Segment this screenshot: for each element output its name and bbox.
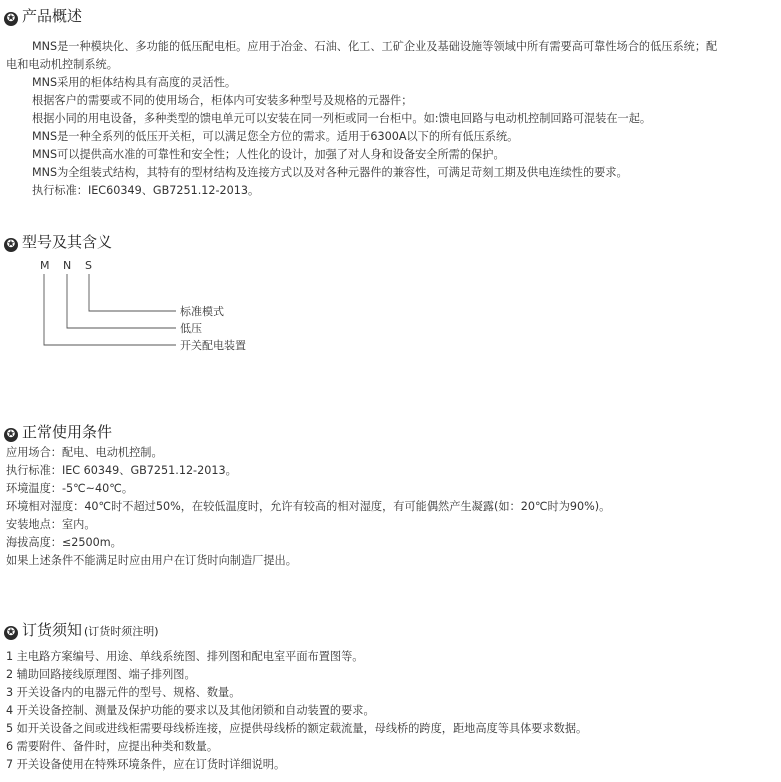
- overview-line: MNS为全组装式结构，其特有的型材结构及连接方式以及对各种元器件的兼容性，可满足苛刻工期及供电连续性的要求。: [32, 166, 628, 179]
- section-title-overview: [4, 6, 82, 26]
- condition-line: 环境相对湿度：40℃时不超过50%，在较低温度时，允许有较高的相对湿度，有可能偶然产生凝露(如：20℃时为90%)。: [6, 500, 611, 513]
- condition-line: 应用场合：配电、电动机控制。: [6, 446, 163, 459]
- section-title-ordering: [4, 620, 159, 642]
- meaning-low-voltage: 低压: [180, 322, 202, 335]
- overview-line: 执行标准：IEC60349、GB7251.12-2013。: [32, 184, 260, 197]
- overview-line: 根据客户的需要或不同的使用场合，柜体内可安装多种型号及规格的元器件；: [32, 94, 413, 107]
- ordering-line: 7 开关设备使用在特殊环境条件，应在订货时详细说明。: [6, 758, 286, 771]
- condition-line: 执行标准：IEC 60349、GB7251.12-2013。: [6, 464, 237, 477]
- model-code-diagram: [0, 250, 300, 370]
- meaning-switchgear: 开关配电装置: [180, 339, 246, 352]
- conditions-title: 正常使用条件: [22, 423, 113, 441]
- ordering-line: 2 辅助回路接线原理图、端子排列图。: [6, 668, 196, 681]
- connector-line-n: [67, 274, 176, 328]
- overview-line: MNS采用的柜体结构具有高度的灵活性。: [32, 76, 237, 89]
- ordering-subtitle: (订货时须注明): [84, 625, 159, 638]
- ordering-line: 4 开关设备控制、测量及保护功能的要求以及其他闭锁和自动装置的要求。: [6, 704, 375, 717]
- section-title-model: [4, 232, 112, 252]
- star-icon: ✪: [4, 626, 18, 640]
- overview-line: MNS可以提供高水准的可靠性和安全性；人性化的设计，加强了对人身和设备安全所需的保护。: [32, 148, 505, 161]
- ordering-line: 3 开关设备内的电器元件的型号、规格、数量。: [6, 686, 241, 699]
- star-icon: ✪: [4, 12, 18, 26]
- overview-line: MNS是一种模块化、多功能的低压配电柜。应用于冶金、石油、化工、工矿企业及基础设施等领域中所有需要高可靠性场合的低压系统；配: [32, 40, 718, 53]
- condition-line: 环境温度：-5℃~40℃。: [6, 482, 134, 495]
- overview-line: 电和电动机控制系统。: [6, 58, 118, 71]
- connector-line-s: [89, 274, 176, 311]
- section-title-conditions: [4, 422, 112, 442]
- connector-line-m: [44, 274, 176, 345]
- ordering-line: 5 如开关设备之间或进线柜需要母线桥连接，应提供母线桥的额定载流量，母线桥的跨度，距地高度等具体要求数据。: [6, 722, 588, 735]
- model-letter-n: N: [63, 259, 72, 272]
- condition-line: 安装地点：室内。: [6, 518, 96, 531]
- ordering-line: 1 主电路方案编号、用途、单线系统图、排列图和配电室平面布置图等。: [6, 650, 364, 663]
- ordering-line: 6 需要附件、备件时，应提出种类和数量。: [6, 740, 219, 753]
- ordering-title: 订货须知: [22, 621, 83, 639]
- star-icon: ✪: [4, 428, 18, 442]
- model-title: 型号及其含义: [22, 233, 113, 251]
- overview-title: 产品概述: [22, 7, 83, 25]
- condition-line: 海拔高度：≤2500m。: [6, 536, 122, 549]
- meaning-standard-mode: 标准模式: [180, 305, 224, 318]
- overview-line: MNS是一种全系列的低压开关柜，可以满足您全方位的需求。适用于6300A以下的所有低压系统。: [32, 130, 519, 143]
- model-letter-s: S: [85, 259, 92, 272]
- overview-line: 根据小同的用电设备，多种类型的馈电单元可以安装在同一列柜或同一台柜中。如:馈电回路与电动机控制回路可混装在一起。: [32, 112, 652, 125]
- model-letter-m: M: [40, 259, 50, 272]
- condition-line: 如果上述条件不能满足时应由用户在订货时向制造厂提出。: [6, 554, 297, 567]
- star-icon: ✪: [4, 238, 18, 252]
